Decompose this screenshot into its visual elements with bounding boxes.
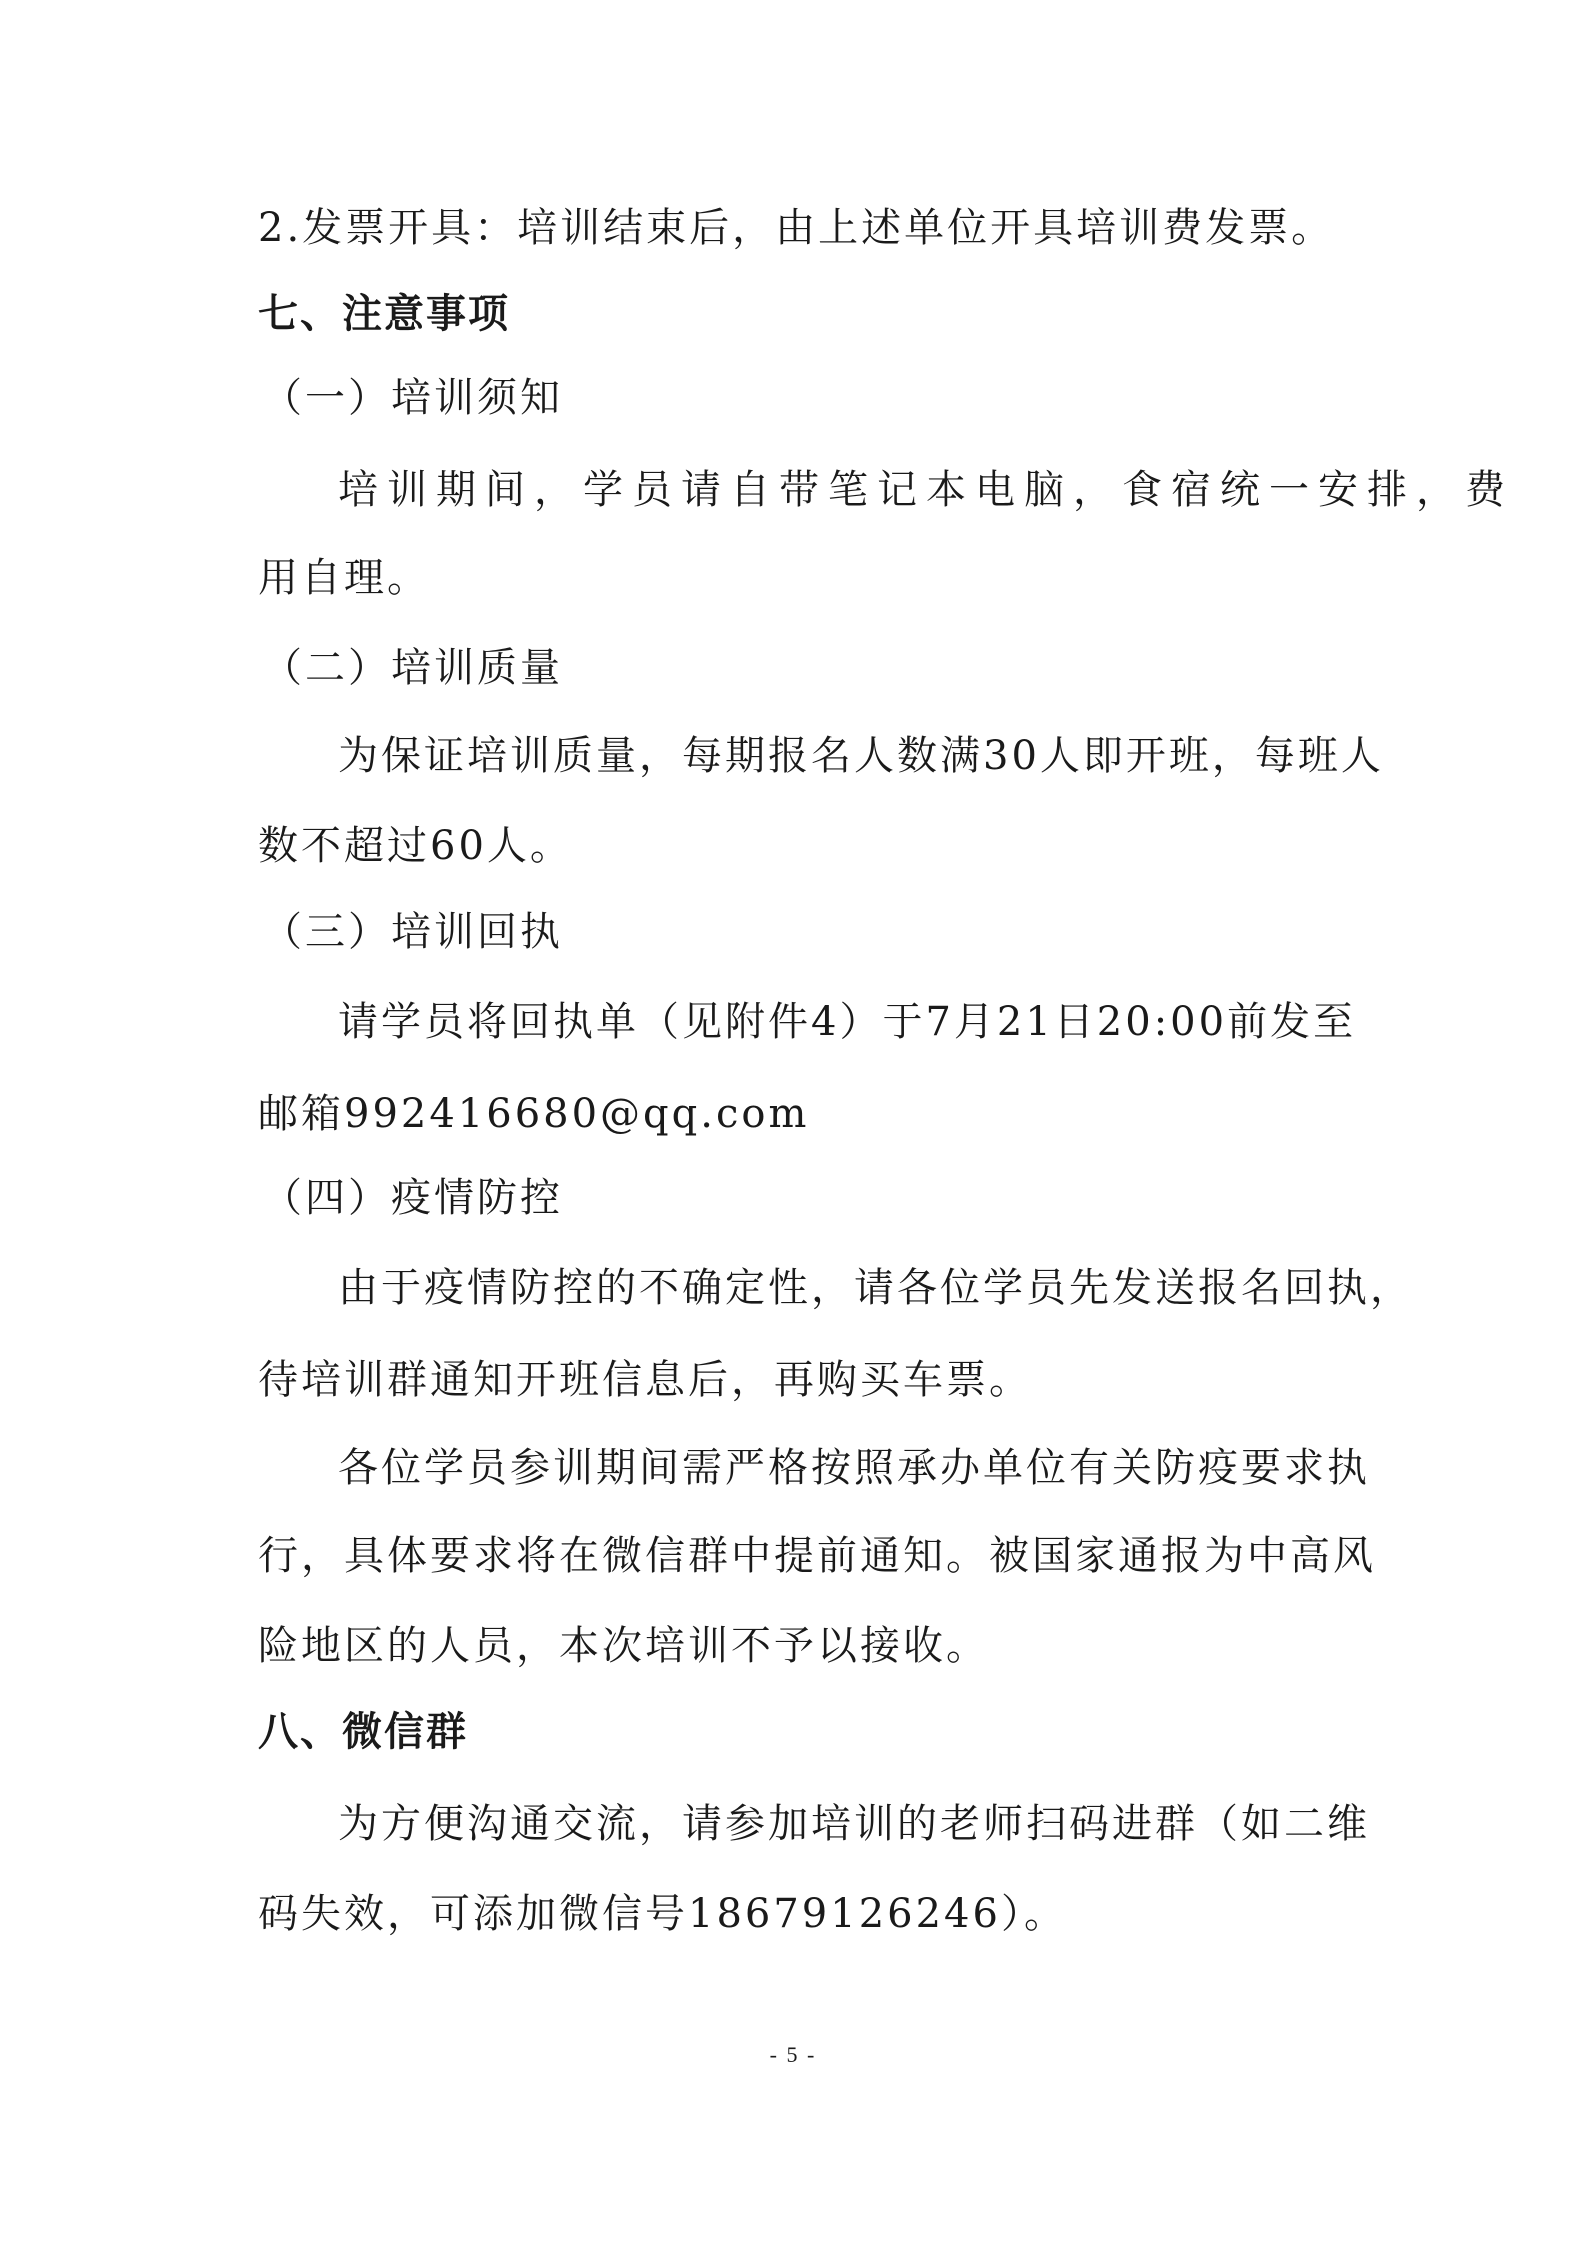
subheading-training-receipt: （三）培训回执 (262, 909, 563, 955)
epidemic-line-2: 待培训群通知开班信息后，再购买车票。 (258, 1357, 1032, 1403)
training-quality-line-2: 数不超过60人。 (258, 823, 573, 869)
epidemic-line-3: 各位学员参训期间需严格按照承办单位有关防疫要求执 (338, 1445, 1370, 1491)
subheading-training-quality: （二）培训质量 (262, 645, 563, 691)
training-receipt-email: 邮箱992416680@qq.com (258, 1091, 810, 1137)
invoice-paragraph: 2.发票开具：培训结束后，由上述单位开具培训费发票。 (258, 205, 1335, 251)
training-receipt-line-1: 请学员将回执单（见附件4）于7月21日20:00前发至 (338, 999, 1357, 1045)
wechat-line-1: 为方便沟通交流，请参加培训的老师扫码进群（如二维 (338, 1801, 1370, 1847)
epidemic-line-5: 险地区的人员，本次培训不予以接收。 (258, 1623, 989, 1669)
subheading-epidemic-control: （四）疫情防控 (262, 1175, 563, 1221)
wechat-line-2: 码失效，可添加微信号18679126246）。 (258, 1891, 1067, 1937)
page-number: - 5 - (769, 2042, 817, 2067)
section-heading-wechat-group: 八、微信群 (258, 1709, 468, 1755)
training-notice-line-1: 培训期间，学员请自带笔记本电脑，食宿统一安排，费 (338, 467, 1514, 513)
section-heading-notes: 七、注意事项 (258, 291, 510, 337)
epidemic-line-4: 行，具体要求将在微信群中提前通知。被国家通报为中高风 (258, 1533, 1376, 1579)
subheading-training-notice: （一）培训须知 (262, 375, 563, 421)
training-quality-line-1: 为保证培训质量，每期报名人数满30人即开班，每班人 (338, 733, 1384, 779)
training-notice-line-2: 用自理。 (258, 555, 430, 601)
epidemic-line-1: 由于疫情防控的不确定性，请各位学员先发送报名回执， (338, 1265, 1413, 1311)
